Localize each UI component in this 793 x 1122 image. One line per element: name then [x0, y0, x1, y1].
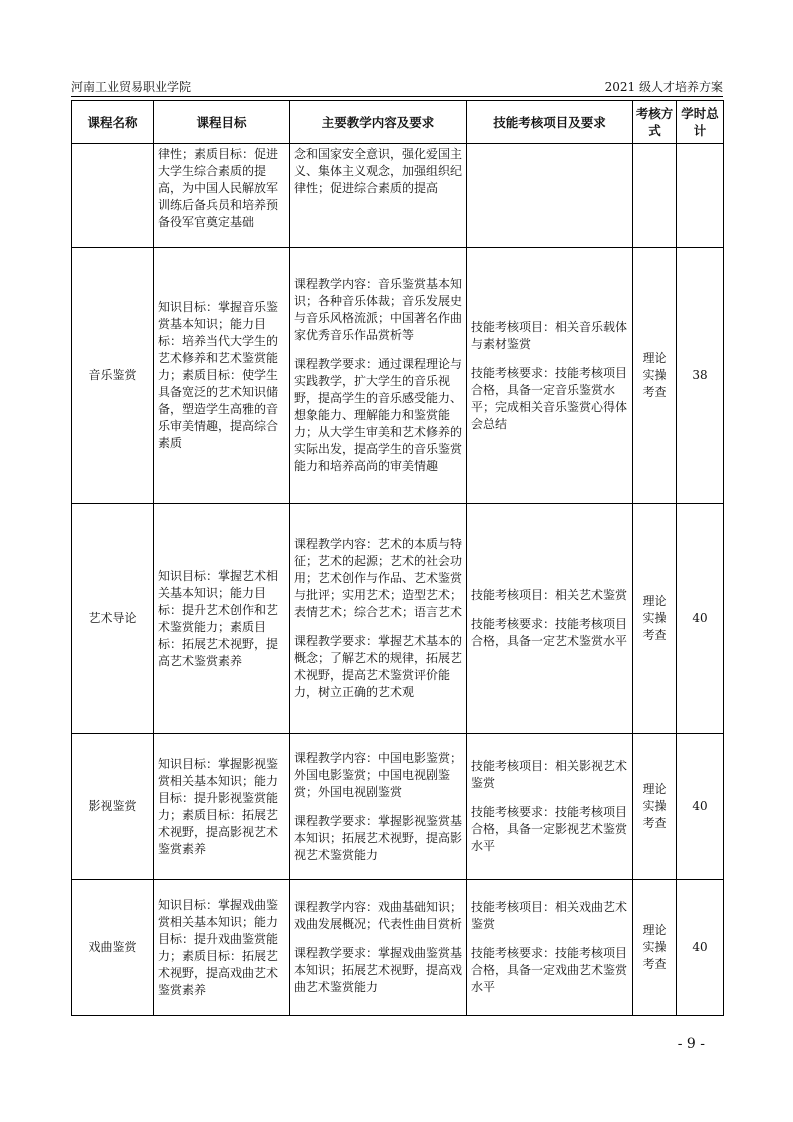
course-name-cell: 影视鉴赏 — [72, 734, 154, 880]
skill-item-text: 技能考核项目：相关艺术鉴赏 — [471, 588, 628, 602]
teaching-content-cell — [290, 144, 467, 248]
header-rule — [71, 96, 723, 97]
teaching-content-cell — [290, 880, 467, 1016]
col-header-total-hours: 学时总计 — [677, 101, 724, 144]
skill-assessment-cell — [467, 734, 633, 880]
course-name-cell — [72, 144, 154, 248]
page-number: - 9 - — [677, 1036, 705, 1052]
total-hours-cell — [677, 144, 724, 248]
total-hours-cell: 38 — [677, 248, 724, 504]
table-row — [72, 144, 724, 248]
teaching-requirement-text: 课程教学要求：掌握影视鉴赏基本知识；拓展艺术视野，提高影视艺术鉴赏能力 — [294, 813, 463, 862]
col-header-skill-assessment: 技能考核项目及要求 — [467, 101, 633, 144]
teaching-content-text: 课程教学内容：音乐鉴赏基本知识；各种音乐体裁；音乐发展史与音乐风格流派；中国著名作曲家优秀音乐作品赏析等 — [294, 277, 463, 342]
assessment-method-cell: 理论实操考查 — [633, 734, 677, 880]
course-name-cell: 艺术导论 — [72, 504, 154, 734]
assessment-method-cell: 理论实操考查 — [633, 248, 677, 504]
teaching-content-text: 课程教学内容：中国电影鉴赏；外国电影鉴赏；中国电视剧鉴赏；外国电视剧鉴赏 — [294, 750, 463, 799]
skill-assessment-cell — [467, 144, 633, 248]
course-goal-cell: 知识目标：掌握影视鉴赏相关基本知识；能力目标：提升影视鉴赏能力；素质目标：拓展艺术视野，提高影视艺术鉴赏素养 — [154, 734, 290, 880]
table-row — [72, 734, 724, 880]
total-hours-cell: 40 — [677, 880, 724, 1016]
course-goal-cell: 知识目标：掌握艺术相关基本知识；能力目标：提升艺术创作和艺术鉴赏能力；素质目标：拓展艺术视野，提高艺术鉴赏素养 — [154, 504, 290, 734]
col-header-assessment-method: 考核方式 — [633, 101, 677, 144]
col-header-course-goal: 课程目标 — [154, 101, 290, 144]
teaching-content-text: 课程教学内容：戏曲基础知识；戏曲发展概况；代表性曲目赏析 — [294, 900, 463, 931]
col-header-course-name: 课程名称 — [72, 101, 154, 144]
course-table — [71, 100, 724, 1016]
course-goal-cell: 律性；素质目标：促进大学生综合素质的提高，为中国人民解放军训练后备兵员和培养预备役军官奠定基础 — [154, 144, 290, 248]
skill-item-text: 技能考核项目：相关戏曲艺术鉴赏 — [471, 900, 628, 931]
table-row — [72, 880, 724, 1016]
assessment-method-cell — [633, 144, 677, 248]
skill-assessment-cell — [467, 248, 633, 504]
table-row — [72, 248, 724, 504]
teaching-requirement-text: 课程教学要求：通过课程理论与实践教学，扩大学生的音乐视野，提高学生的音乐感受能力、想象能力、理解能力和鉴赏能力；从大学生审美和艺术修养的实际出发，提高学生的音乐鉴赏能力和培养高尚的审美情趣 — [294, 357, 463, 473]
institution-name: 河南工业贸易职业学院 — [71, 80, 192, 94]
skill-requirement-text: 技能考核要求：技能考核项目合格，具备一定艺术鉴赏水平 — [471, 617, 628, 648]
course-goal-cell: 知识目标：掌握戏曲鉴赏相关基本知识；能力目标：提升戏曲鉴赏能力；素质目标：拓展艺术视野，提高戏曲艺术鉴赏素养 — [154, 880, 290, 1016]
skill-item-text: 技能考核项目：相关音乐载体与素材鉴赏 — [471, 319, 628, 351]
teaching-content-cell — [290, 734, 467, 880]
skill-assessment-cell — [467, 504, 633, 734]
skill-requirement-text: 技能考核要求：技能考核项目合格，具备一定音乐鉴赏水平；完成相关音乐鉴赏心得体会总结 — [471, 365, 628, 431]
course-name-cell: 戏曲鉴赏 — [72, 880, 154, 1016]
skill-assessment-cell — [467, 880, 633, 1016]
course-goal-cell: 知识目标：掌握音乐鉴赏基本知识；能力目标：培养当代大学生的艺术修养和艺术鉴赏能力；素质目标：使学生具备宽泛的艺术知识储备，塑造学生高雅的音乐审美情趣，提高综合素质 — [154, 248, 290, 504]
teaching-requirement-text: 课程教学要求：掌握戏曲鉴赏基本知识；拓展艺术视野，提高戏曲艺术鉴赏能力 — [294, 946, 463, 994]
skill-requirement-text: 技能考核要求：技能考核项目合格，具备一定影视艺术鉴赏水平 — [471, 805, 628, 853]
table-row — [72, 504, 724, 734]
teaching-content-text: 课程教学内容：艺术的本质与特征；艺术的起源；艺术的社会功用；艺术创作与作品、艺术鉴赏与批评；实用艺术；造型艺术；表情艺术；综合艺术；语言艺术 — [294, 537, 463, 619]
assessment-method-cell: 理论实操考查 — [633, 880, 677, 1016]
assessment-method-cell: 理论实操考查 — [633, 504, 677, 734]
teaching-content-cell — [290, 504, 467, 734]
col-header-teaching-content: 主要教学内容及要求 — [290, 101, 467, 144]
document-title: 2021 级人才培养方案 — [604, 80, 723, 94]
skill-requirement-text: 技能考核要求：技能考核项目合格，具备一定戏曲艺术鉴赏水平 — [471, 946, 628, 994]
page-header — [71, 78, 723, 96]
total-hours-cell: 40 — [677, 734, 724, 880]
course-name-cell: 音乐鉴赏 — [72, 248, 154, 504]
total-hours-cell: 40 — [677, 504, 724, 734]
teaching-content-text: 念和国家安全意识，强化爱国主义、集体主义观念，加强组织纪律性；促进综合素质的提高 — [294, 147, 463, 195]
teaching-requirement-text: 课程教学要求：掌握艺术基本的概念；了解艺术的规律，拓展艺术视野，提高艺术鉴赏评价能力，树立正确的艺术观 — [294, 634, 463, 699]
teaching-content-cell — [290, 248, 467, 504]
skill-item-text: 技能考核项目：相关影视艺术鉴赏 — [471, 759, 628, 790]
table-header-row — [72, 101, 724, 144]
